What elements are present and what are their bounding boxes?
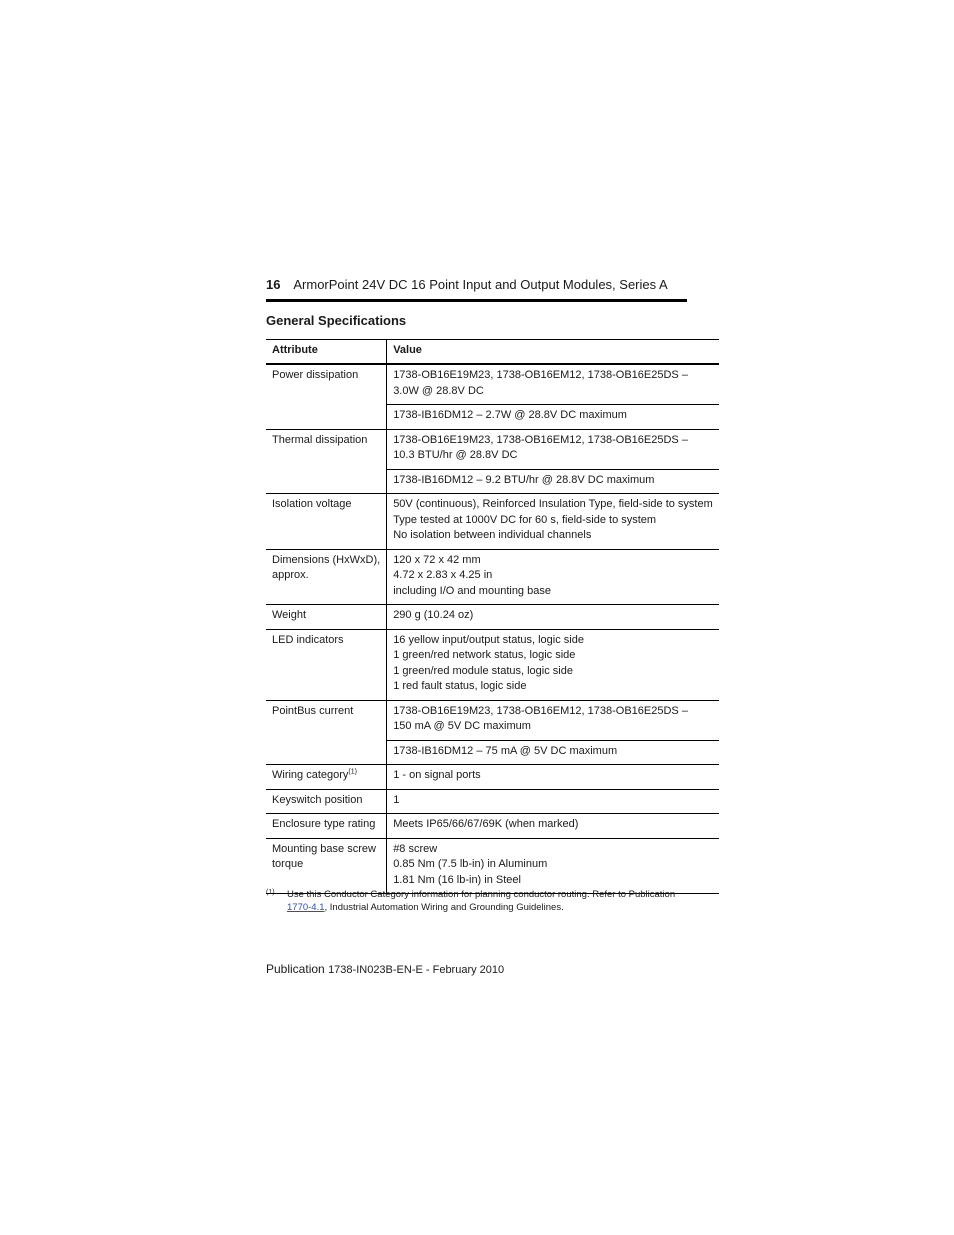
footnote (266, 889, 688, 914)
value-text: 4.72 x 2.83 x 4.25 in (393, 569, 493, 581)
table-body (266, 364, 719, 894)
footnote-mark: (1) (266, 889, 275, 896)
table-row (266, 838, 719, 894)
value-cell (387, 605, 719, 630)
table-row (266, 629, 719, 700)
value-text: 3.0W @ 28.8V DC (393, 384, 484, 397)
attribute-text: Mounting base screw (272, 842, 376, 855)
attribute-cell (266, 605, 387, 630)
attribute-cell (266, 814, 387, 839)
value-cell (387, 700, 719, 740)
attribute-cell (266, 765, 387, 790)
page-footer (266, 962, 504, 976)
value-cell (387, 549, 719, 605)
table-row (266, 429, 719, 469)
value-text: 10.3 BTU/hr @ 28.8V DC (393, 449, 518, 461)
value-text: 1738-OB16E19M23, 1738-OB16EM12, 1738-OB16E25DS – (393, 433, 688, 446)
value-text: 1738-IB16DM12 – 2.7W @ 28.8V DC maximum (393, 409, 627, 421)
column-header-attribute: Attribute (266, 340, 387, 365)
header-rule (266, 299, 687, 302)
attribute-text-main: Wiring category (272, 769, 349, 781)
value-text: 1.81 Nm (16 lb-in) in Steel (393, 873, 521, 886)
value-text: 150 mA @ 5V DC maximum (393, 720, 531, 732)
attribute-text: Enclosure type rating (272, 818, 376, 830)
value-text: Meets IP65/66/67/69K (when marked) (393, 818, 579, 830)
column-header-value: Value (387, 340, 719, 365)
attribute-text: approx. (272, 569, 309, 581)
value-text: 1 red fault status, logic side (393, 680, 527, 692)
page-header (266, 276, 687, 296)
value-text: 1 green/red network status, logic side (393, 649, 576, 661)
attribute-text: Keyswitch position (272, 793, 363, 806)
value-cell (387, 740, 719, 765)
document-title: ArmorPoint 24V DC 16 Point Input and Output Modules, Series A (293, 277, 668, 292)
footnote-reference: (1) (348, 768, 357, 776)
value-cell (387, 765, 719, 790)
value-text: 120 x 72 x 42 mm (393, 553, 481, 566)
attribute-cell (266, 364, 387, 429)
value-text: 1738-OB16E19M23, 1738-OB16EM12, 1738-OB16E25DS – (393, 369, 688, 381)
table-row (266, 549, 719, 605)
footnote-text (287, 889, 688, 914)
attribute-cell (266, 549, 387, 605)
value-text: 1738-IB16DM12 – 9.2 BTU/hr @ 28.8V DC maximum (393, 473, 655, 486)
value-cell (387, 405, 719, 430)
table-row (266, 364, 719, 405)
value-text: 50V (continuous), Reinforced Insulation Type, field-side to system (393, 498, 713, 510)
specifications-table (266, 339, 719, 894)
attribute-cell (266, 429, 387, 494)
table-row (266, 700, 719, 740)
attribute-text: Isolation voltage (272, 498, 352, 510)
attribute-cell (266, 629, 387, 700)
attribute-text: Power dissipation (272, 369, 359, 381)
value-text: 1 green/red module status, logic side (393, 664, 573, 677)
publication-link[interactable]: 1770-4.1 (287, 901, 325, 913)
attribute-cell (266, 789, 387, 814)
publication-number: 1738-IN023B-EN-E - February 2010 (328, 964, 505, 976)
attribute-cell (266, 700, 387, 765)
value-text: 16 yellow input/output status, logic side (393, 633, 584, 646)
value-cell (387, 838, 719, 894)
table-row (266, 765, 719, 790)
attribute-cell (266, 494, 387, 550)
attribute-text: Dimensions (HxWxD), (272, 553, 381, 566)
value-cell (387, 469, 719, 494)
attribute-text: Thermal dissipation (272, 433, 368, 446)
table-row (266, 605, 719, 630)
value-text: 1 (393, 793, 400, 806)
value-text: Type tested at 1000V DC for 60 s, field-side to system (393, 513, 657, 526)
value-text: 1738-OB16E19M23, 1738-OB16EM12, 1738-OB16E25DS – (393, 704, 688, 717)
value-text: 1 - on signal ports (393, 769, 481, 781)
value-cell (387, 629, 719, 700)
footer-label: Publication (266, 962, 325, 976)
value-text: including I/O and mounting base (393, 584, 551, 597)
value-cell (387, 494, 719, 550)
value-text: 0.85 Nm (7.5 lb-in) in Aluminum (393, 858, 548, 870)
attribute-text: Weight (272, 609, 307, 621)
section-title: General Specifications (266, 313, 407, 328)
value-cell (387, 789, 719, 814)
table-row (266, 494, 719, 550)
value-cell (387, 814, 719, 839)
attribute-text (272, 768, 380, 784)
value-text: No isolation between individual channels (393, 529, 592, 541)
attribute-text: LED indicators (272, 633, 344, 646)
page-number: 16 (266, 277, 281, 292)
value-text: #8 screw (393, 842, 438, 855)
value-cell (387, 429, 719, 469)
value-text: 1738-IB16DM12 – 75 mA @ 5V DC maximum (393, 744, 618, 757)
attribute-cell (266, 838, 387, 894)
attribute-text: torque (272, 858, 304, 870)
table-row (266, 789, 719, 814)
footnote-text-after: , Industrial Automation Wiring and Grounding Guidelines. (324, 901, 564, 913)
table-header-row (266, 340, 719, 365)
attribute-text: PointBus current (272, 704, 354, 717)
footnote-text-before: Use this Conductor Category information for planning conductor routing. Refer to Publication (287, 889, 676, 900)
table-row (266, 814, 719, 839)
value-cell (387, 364, 719, 405)
value-text: 290 g (10.24 oz) (393, 609, 474, 621)
